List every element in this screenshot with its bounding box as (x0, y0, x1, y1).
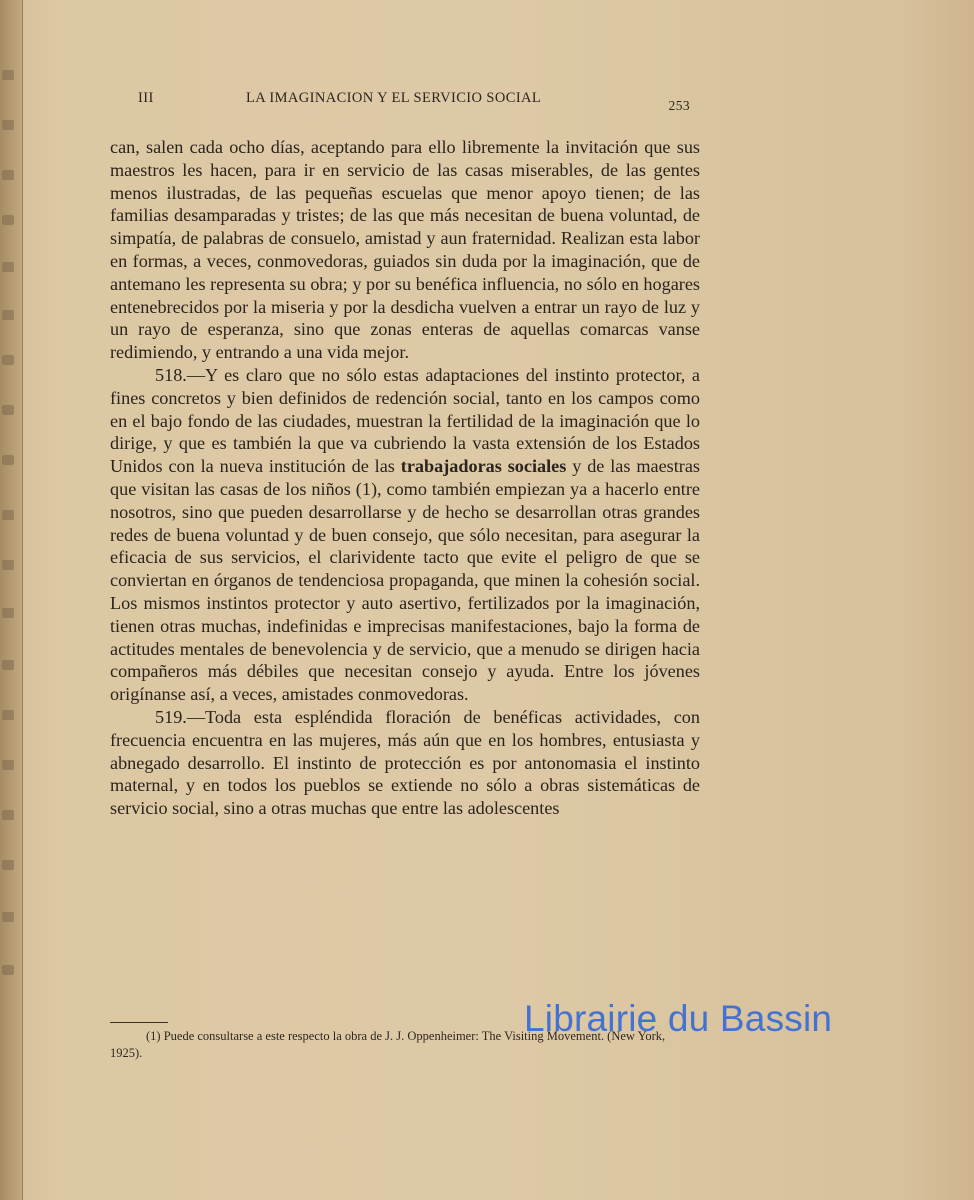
paragraph-518-bold-term: trabajadoras sociales (400, 456, 567, 477)
paragraph-518-text-a: 518.—Y es claro que no sólo estas adaptaciones del instinto protector, a fines concretos y bien definidos de redención social, tanto en los campos como en el bajo fondo de las ciudades, muestran la fertilidad de la imaginación que lo dirige, y que es también la que va cubriendo la vasta extensión de los Estados Unidos con la nueva institución de las (110, 364, 700, 477)
paragraph-519: 519.—Toda esta espléndida floración de benéficas actividades, con frecuencia encuentra en las mujeres, más aún que en los hombres, entusiasta y abnegado desarrollo. El instinto de protección es por antonomasia el instinto maternal, y en todos los pueblos se extiende no sólo a obras sistemáticas de servicio social, sino a otras muchas que entre las adolescentes (110, 706, 700, 819)
running-header (138, 90, 690, 112)
body-text (110, 136, 700, 820)
running-title: LA IMAGINACION Y EL SERVICIO SOCIAL (246, 90, 542, 106)
paragraph-518-text-b: y de las maestras que visitan las casas de los niños (1), como también empiezan ya a hacerlo entre nosotros, sino que pueden desarrollarse y de hecho se desarrollan otras grandes redes de buena voluntad y de buen consejo, que sólo necesitan, para asegurar la eficacia de sus servicios, el clarividente tacto que evite el peligro de que se conviertan en órganos de tendenciosa propaganda, que minen la cohesión social. Los mismos instintos protector y auto asertivo, fertilizados por la imaginación, tienen otras muchas, indefinidas e imprecisas manifestaciones, bajo la forma de actitudes mentales de benevolencia y de servicio, que a menudo se dirigen hacia compañeros más débiles que necesitan consejo y ayuda. Entre los jóvenes origínanse así, a veces, amistades conmovedoras. (110, 456, 700, 705)
watermark: Librairie du Bassin (524, 998, 833, 1039)
facing-page-edge (0, 0, 23, 1200)
paragraph-518 (110, 364, 700, 706)
chapter-number: III (138, 90, 154, 106)
footnote-rule (110, 1022, 168, 1023)
footnote-text: (1) Puede consultarse a este respecto la obra de J. J. Oppenheimer: The Visiting Movement. (New York, 1925). (110, 1029, 666, 1060)
page-number: 253 (668, 98, 690, 113)
paragraph-continuation: can, salen cada ocho días, aceptando para ello libremente la invitación que sus maestros les hacen, para ir en servicio de las casas miserables, de las gentes menos ilustradas, de las pequeñas escuelas que menor apoyo tienen; de las familias desamparadas y tristes; de las que más necesitan de buena voluntad, de simpatía, de palabras de consuelo, amistad y aun fraternidad. Realizan esta labor en formas, a veces, conmovedoras, guiados sin duda por la imaginación, que de antemano les representa su obra; y por su benéfica influencia, no sólo en hogares entenebrecidos por la miseria y por la desdicha vuelven a entrar un rayo de luz y un rayo de esperanza, sino que zonas enteras de aquellas comarcas vanse redimiendo, y entrando a una vida mejor. (110, 137, 700, 363)
